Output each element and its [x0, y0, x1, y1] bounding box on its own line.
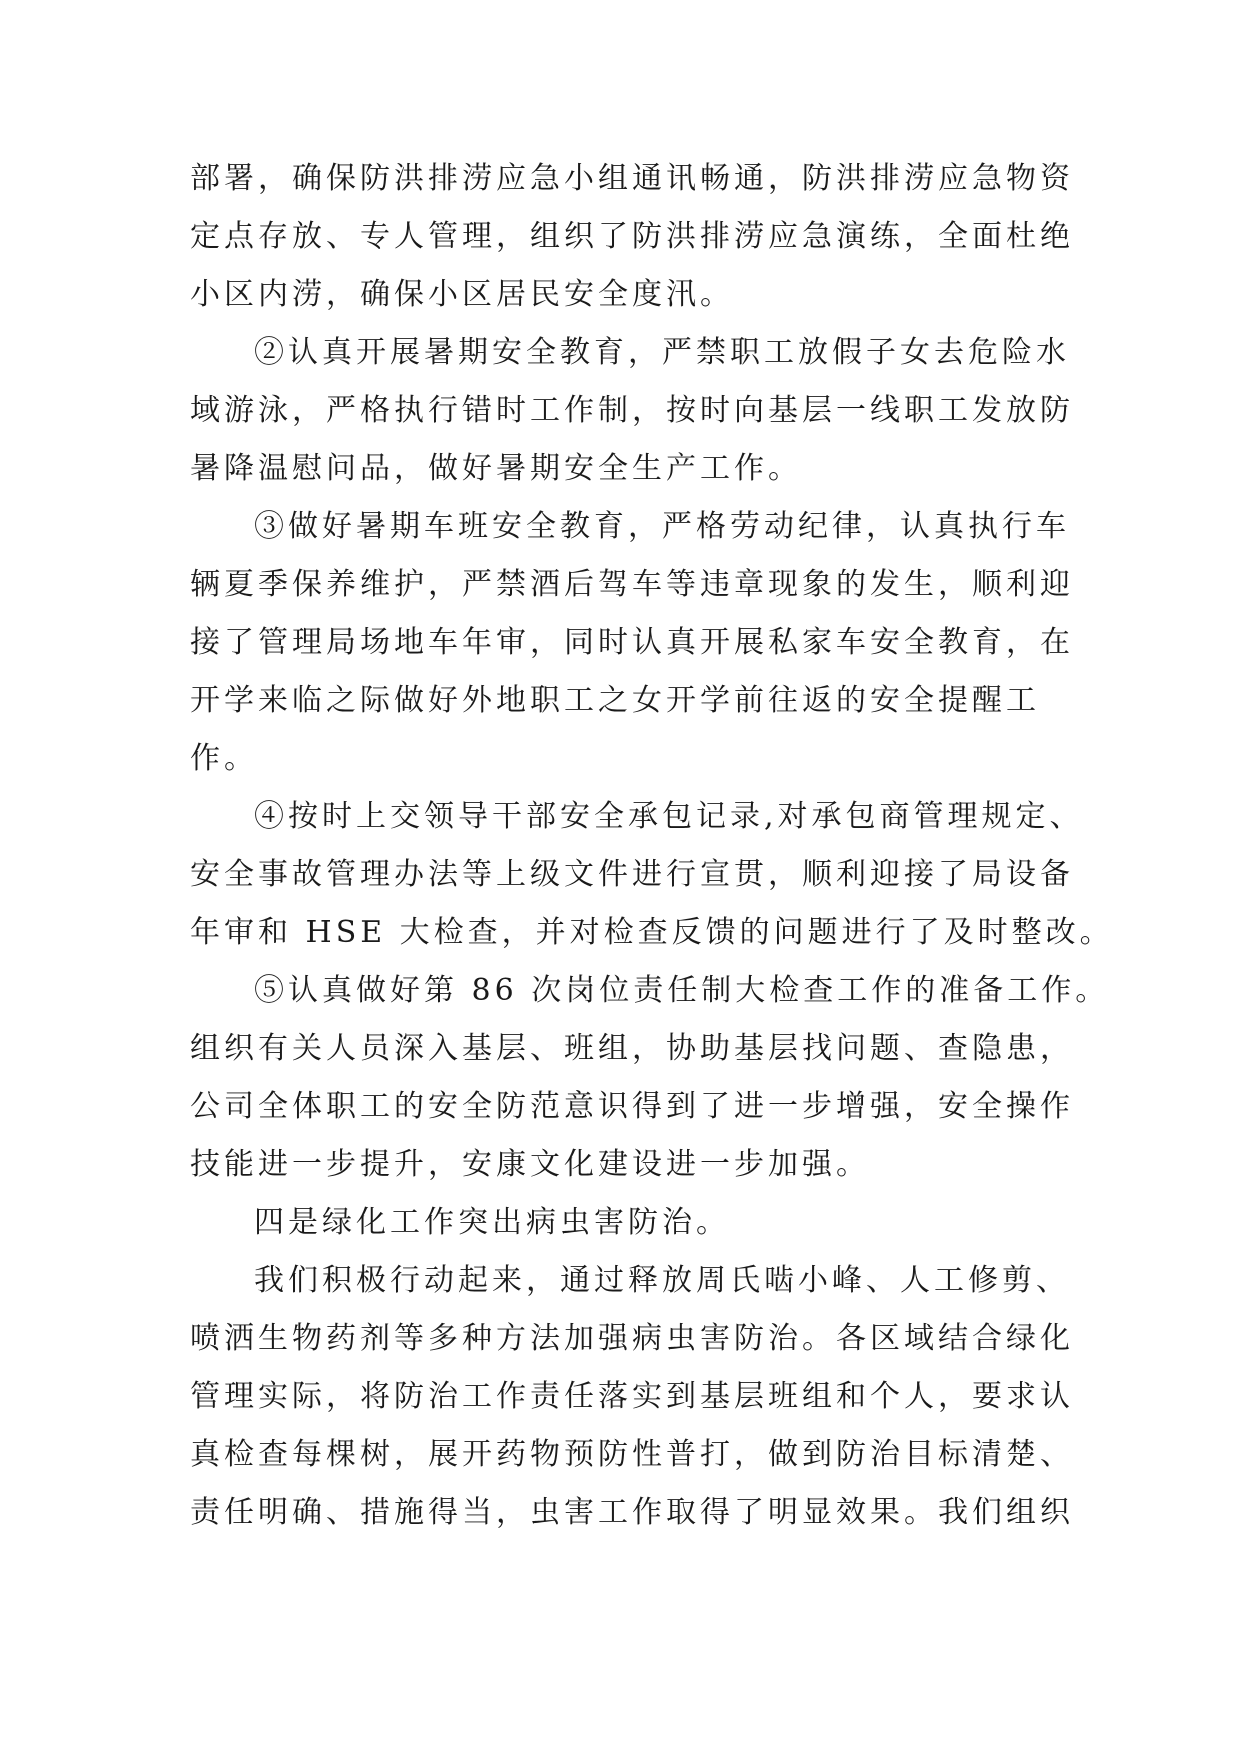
text-line: 辆夏季保养维护，严禁酒后驾车等违章现象的发生，顺利迎	[190, 567, 1074, 602]
text-line: 暑降温慰问品，做好暑期安全生产工作。	[190, 451, 802, 486]
text-line: 域游泳，严格执行错时工作制，按时向基层一线职工发放防	[190, 393, 1074, 428]
text-line: 责任明确、措施得当，虫害工作取得了明显效果。我们组织	[190, 1495, 1074, 1530]
text-line: 作。	[190, 741, 258, 776]
text-line: 定点存放、专人管理，组织了防洪排涝应急演练，全面杜绝	[190, 219, 1074, 254]
text-line: 管理实际，将防治工作责任落实到基层班组和个人，要求认	[190, 1379, 1074, 1414]
paragraph-vehicle-safety	[190, 498, 1074, 788]
text-line: 四是绿化工作突出病虫害防治。	[254, 1205, 730, 1240]
section-heading-greening	[190, 1194, 1055, 1252]
paragraph-inspection-prep	[190, 962, 1110, 1194]
text-line: 公司全体职工的安全防范意识得到了进一步增强，安全操作	[190, 1089, 1074, 1124]
paragraph-flood-control	[190, 150, 1074, 324]
paragraph-summer-safety	[190, 324, 1074, 498]
document-page	[190, 150, 1114, 1542]
text-line: 我们积极行动起来，通过释放周氏啮小峰、人工修剪、	[254, 1263, 1070, 1298]
text-line: 真检查每棵树，展开药物预防性普打，做到防治目标清楚、	[190, 1437, 1074, 1472]
text-line: 技能进一步提升，安康文化建设进一步加强。	[190, 1147, 870, 1182]
text-line: ②认真开展暑期安全教育，严禁职工放假子女去危险水	[254, 335, 1070, 370]
text-line: 部署，确保防洪排涝应急小组通讯畅通，防洪排涝应急物资	[190, 161, 1074, 196]
text-line: 开学来临之际做好外地职工之女开学前往返的安全提醒工	[190, 683, 1040, 718]
text-line: 喷洒生物药剂等多种方法加强病虫害防治。各区域结合绿化	[190, 1321, 1074, 1356]
text-line: 小区内涝，确保小区居民安全度汛。	[190, 277, 734, 312]
text-line: 年审和 HSE 大检查，并对检查反馈的问题进行了及时整改。	[190, 915, 1114, 950]
text-line: ③做好暑期车班安全教育，严格劳动纪律，认真执行车	[254, 509, 1070, 544]
text-line: ⑤认真做好第 86 次岗位责任制大检查工作的准备工作。	[254, 973, 1110, 1008]
text-line: 接了管理局场地车年审，同时认真开展私家车安全教育，在	[190, 625, 1074, 660]
paragraph-safety-records	[190, 788, 1114, 962]
text-line: 安全事故管理办法等上级文件进行宣贯，顺利迎接了局设备	[190, 857, 1074, 892]
paragraph-pest-control	[190, 1252, 1074, 1542]
text-line: 组织有关人员深入基层、班组，协助基层找问题、查隐患，	[190, 1031, 1074, 1066]
text-line: ④按时上交领导干部安全承包记录,对承包商管理规定、	[254, 799, 1084, 834]
